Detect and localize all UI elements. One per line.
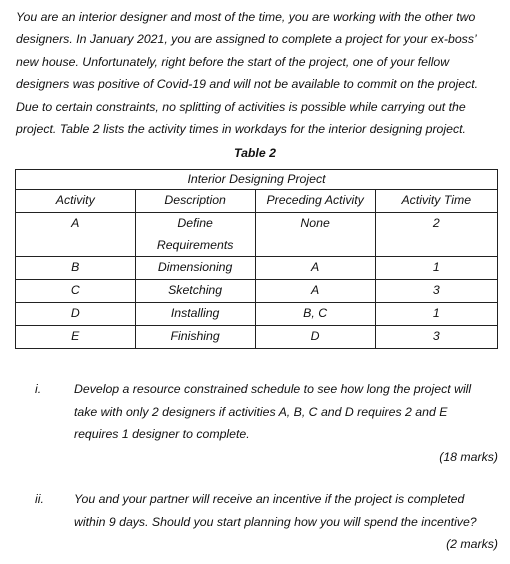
table-row: [16, 325, 498, 348]
intro-line: designers was positive of Covid-19 and will not be available to commit on the project.: [16, 77, 479, 92]
table-title-row: [16, 170, 498, 190]
cell-description: Sketching: [135, 280, 255, 303]
question-line: requires 1 designer to complete.: [74, 427, 250, 442]
description-line: Define: [177, 215, 213, 230]
cell-preceding: A: [255, 257, 375, 280]
activity-table: [15, 169, 498, 349]
header-description: Description: [135, 190, 255, 213]
cell-time: 1: [375, 257, 497, 280]
table-row: [16, 257, 498, 280]
table-caption: Table 2: [234, 146, 276, 160]
cell-time: 2: [375, 212, 497, 257]
table-header-row: [16, 190, 498, 213]
cell-time: 3: [375, 325, 497, 348]
header-preceding: Preceding Activity: [255, 190, 375, 213]
intro-paragraph: [16, 6, 498, 140]
intro-line: You are an interior designer and most of the time, you are working with the other two: [16, 10, 476, 24]
question-line: You and your partner will receive an incentive if the project is completed: [74, 492, 465, 506]
header-time: Activity Time: [375, 190, 497, 213]
header-activity: Activity: [16, 190, 136, 213]
cell-description: Finishing: [135, 325, 255, 348]
table-row: [16, 280, 498, 303]
cell-preceding: D: [255, 325, 375, 348]
description-line: Requirements: [156, 237, 234, 252]
table-title: Interior Designing Project: [16, 170, 498, 190]
question-line: Develop a resource constrained schedule to see how long the project will: [74, 382, 472, 396]
intro-line: Due to certain constraints, no splitting of activities is possible while carrying out the: [16, 99, 466, 114]
cell-preceding: B, C: [255, 302, 375, 325]
question-number: ii.: [35, 492, 44, 506]
cell-preceding: A: [255, 280, 375, 303]
intro-line: designers. In January 2021, you are assigned to complete a project for your ex-boss’: [16, 32, 477, 47]
cell-activity: C: [16, 280, 136, 303]
question-number: i.: [35, 382, 42, 396]
intro-line: new house. Unfortunately, right before the start of the project, one of your fellow: [16, 54, 450, 69]
question-marks: (18 marks): [439, 449, 498, 464]
cell-description: [135, 212, 255, 257]
table-row: [16, 302, 498, 325]
cell-activity: B: [16, 257, 136, 280]
cell-preceding: None: [255, 212, 375, 257]
question-marks: (2 marks): [446, 537, 498, 552]
cell-time: 3: [375, 280, 497, 303]
cell-activity: D: [16, 302, 136, 325]
question-line: take with only 2 designers if activities A, B, C and D requires 2 and E: [74, 404, 448, 419]
cell-activity: E: [16, 325, 136, 348]
table-row: [16, 212, 498, 257]
question-line: within 9 days. Should you start planning how you will spend the incentive?: [74, 514, 477, 529]
cell-time: 1: [375, 302, 497, 325]
cell-activity: A: [16, 212, 136, 257]
intro-line: project. Table 2 lists the activity times in workdays for the interior designing project.: [16, 122, 466, 137]
cell-description: Dimensioning: [135, 257, 255, 280]
cell-description: Installing: [135, 302, 255, 325]
